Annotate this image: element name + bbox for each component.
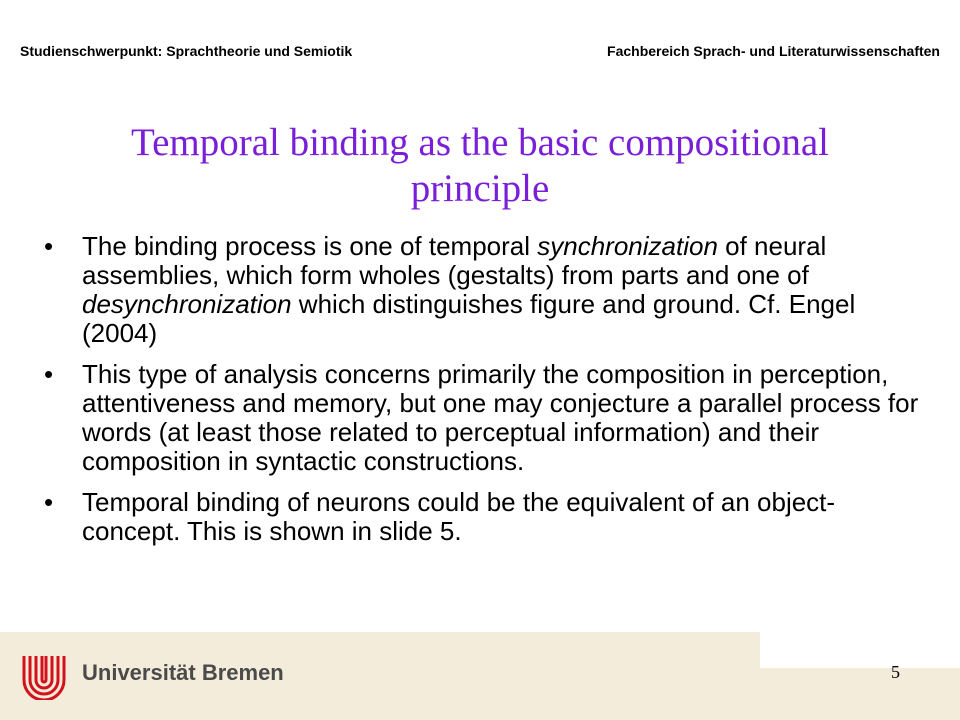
bullet-1-text: The binding process is one of temporal synchronization of neural assemblies, which form wholes (gestalts) from parts and one of desynchronization which distinguishes figure and ground. Cf. Engel (2004) bbox=[82, 231, 856, 348]
header-left: Studienschwerpunkt: Sprachtheorie und Semiotik bbox=[20, 43, 353, 59]
bullet-item bbox=[44, 360, 924, 476]
bullet-list bbox=[44, 232, 924, 558]
bullet-dot-icon: • bbox=[44, 231, 54, 261]
bullet-dot-icon: • bbox=[44, 359, 54, 389]
header-right: Fachbereich Sprach- und Literaturwissenschaften bbox=[607, 43, 940, 59]
university-name: Universität Bremen bbox=[82, 660, 284, 685]
bullet-2-text: This type of analysis concerns primarily the composition in perception, attentiveness and memory, but one may conjecture a parallel process for words (at least those related to perceptual information) and their composition in syntactic constructions. bbox=[82, 359, 919, 476]
bullet-item bbox=[44, 488, 924, 546]
bullet-item bbox=[44, 232, 924, 348]
bullet-dot-icon: • bbox=[44, 487, 54, 517]
title-line-2: principle bbox=[410, 167, 550, 210]
footer-band-right bbox=[760, 668, 960, 720]
title-line-1: Temporal binding as the basic compositional bbox=[130, 121, 830, 164]
page-number: 5 bbox=[891, 662, 900, 682]
slide-title bbox=[40, 120, 920, 212]
university-bremen-logo-icon bbox=[20, 652, 68, 700]
emphasis-synchronization: synchronization bbox=[537, 231, 718, 261]
bullet-3-text: Temporal binding of neurons could be the equivalent of an object-concept. This is shown in slide 5. bbox=[82, 487, 836, 546]
emphasis-desynchronization: desynchronization bbox=[82, 289, 292, 319]
